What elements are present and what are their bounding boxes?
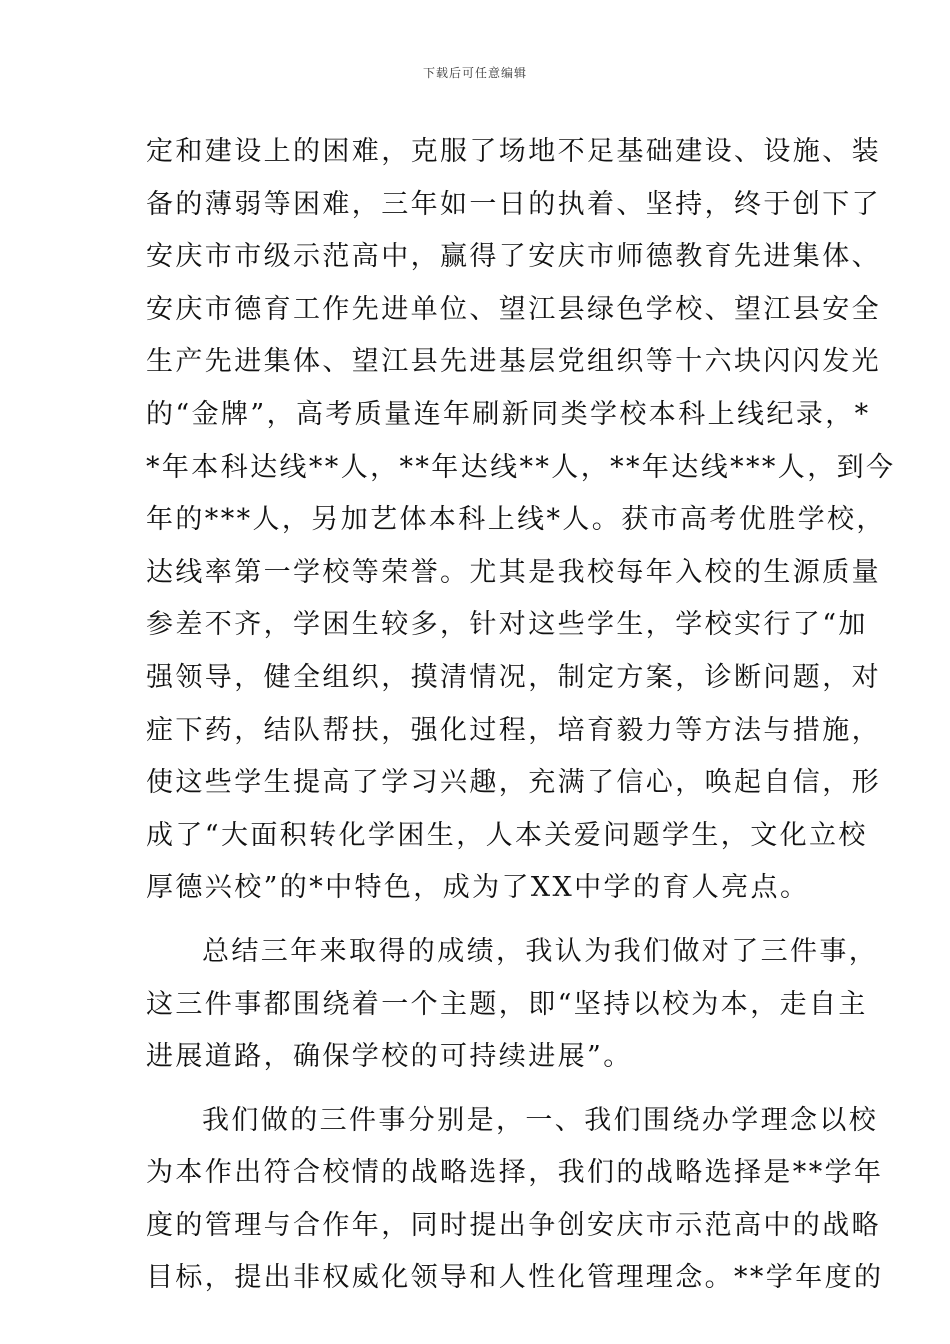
text-line: 目标，提出非权威化领导和人性化管理理念。**学年度的 (146, 1262, 884, 1294)
paragraph-1 (146, 126, 896, 915)
text-line: 年的***人，另加艺体本科上线*人。获市高考优胜学校， (146, 504, 886, 536)
text-line: *年本科达线**人，**年达线**人，**年达线***人，到今 (146, 451, 896, 483)
text-line: 备的薄弱等困难，三年如一日的执着、坚持，终于创下了 (146, 188, 881, 220)
text-line: 进展道路，确保学校的可持续进展”。 (146, 1041, 633, 1073)
text-line: 安庆市德育工作先进单位、望江县绿色学校、望江县安全 (146, 293, 881, 325)
text-line: 安庆市市级示范高中，赢得了安庆市师德教育先进集体、 (146, 241, 881, 273)
text-line: 成了“大面积转化学困生，人本关爱问题学生，文化立校 (146, 819, 868, 851)
text-line: 定和建设上的困难，克服了场地不足基础建设、设施、装 (146, 136, 881, 167)
text-line: 达线率第一学校等荣誉。尤其是我校每年入校的生源质量 (146, 556, 881, 588)
download-note: 下载后可任意编辑 (422, 66, 527, 80)
text-line: 参差不齐，学困生较多，针对这些学生，学校实行了“加 (146, 609, 868, 641)
paragraph-2 (146, 926, 879, 1084)
text-line: 的“金牌”，高考质量连年刷新同类学校本科上线纪录，* (146, 398, 871, 430)
text-line: 生产先进集体、望江县先进基层党组织等十六块闪闪发光 (146, 346, 881, 378)
text-line: 症下药，结队帮扶，强化过程，培育毅力等方法与措施， (146, 714, 881, 746)
text-line: 厚德兴校”的*中特色，成为了XX中学的育人亮点。 (146, 872, 810, 904)
paragraph-3 (146, 1095, 884, 1305)
text-line: 使这些学生提高了学习兴趣，充满了信心，唤起自信，形 (146, 767, 881, 799)
text-line: 这三件事都围绕着一个主题，即“坚持以校为本，走自主 (146, 988, 868, 1020)
text-line: 为本作出符合校情的战略选择，我们的战略选择是**学年 (146, 1157, 884, 1189)
text-line: 总结三年来取得的成绩，我认为我们做对了三件事， (202, 935, 879, 967)
text-line: 我们做的三件事分别是，一、我们围绕办学理念以校 (202, 1104, 879, 1136)
document-body (146, 126, 896, 1305)
text-line: 强领导，健全组织，摸清情况，制定方案，诊断问题，对 (146, 661, 881, 693)
text-line: 度的管理与合作年，同时提出争创安庆市示范高中的战略 (146, 1209, 881, 1241)
